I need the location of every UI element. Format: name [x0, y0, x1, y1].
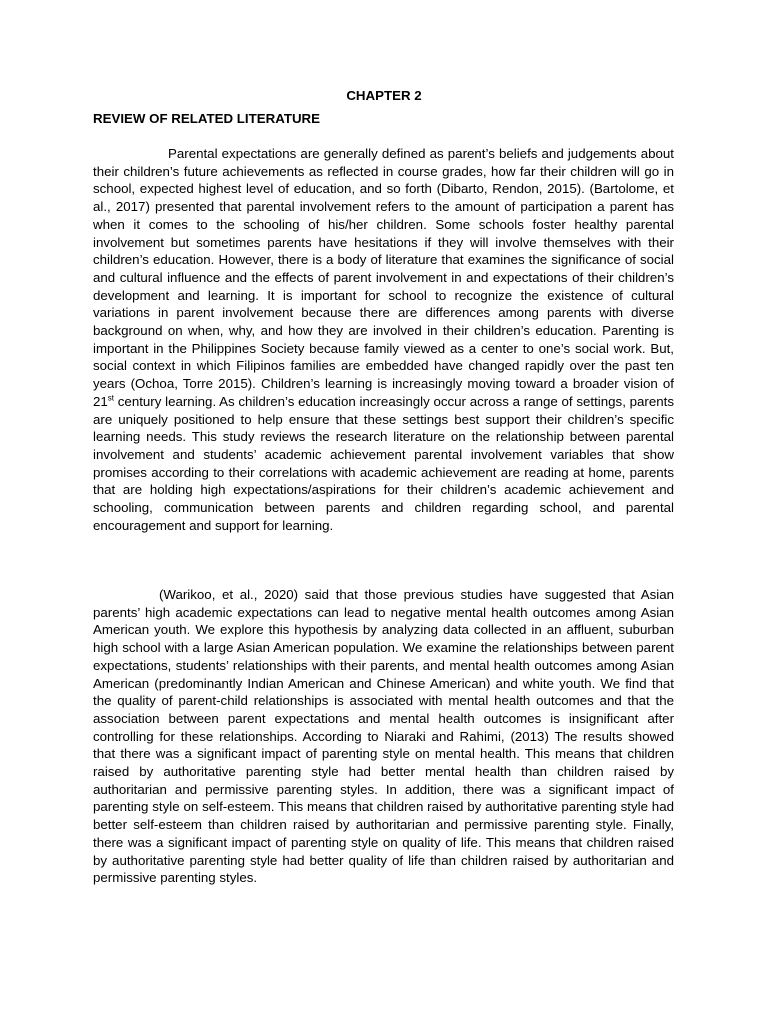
ordinal-superscript: st	[107, 393, 115, 403]
paragraph-1-text-before-superscript: Parental expectations are generally defined as parent’s beliefs and judgements about their children’s future achievements as reflected in course grades, how far their children will go in school, expected highest level of education, and so forth (Dibarto, Rendon, 2015). (Bartolome, et al., 2017) presented that parental involvement refers to the amount of participation a parent has when it comes to the schooling of his/her children. Some schools foster healthy parental involvement but sometimes parents have hesitations if they will involve themselves with their children’s education. However, there is a body of literature that examines the significance of social and cultural influence and the effects of parent involvement in and expectations of their children’s development and learning. It is important for school to recognize the existence of cultural variations in parent involvement because there are differences among parents with diverse background on when, why, and how they are involved in their children’s education. Parenting is important in the Philippines Society because family viewed as a center to one’s social work. But, social context in which Filipinos families are embedded have changed rapidly over the past ten years (Ochoa, Torre 2015). Children’s learning is increasingly moving toward a broader vision of 21	[93, 146, 674, 409]
section-title: REVIEW OF RELATED LITERATURE	[93, 111, 321, 126]
paragraph-1	[93, 145, 674, 534]
paragraph-2-text: (Warikoo, et al., 2020) said that those previous studies have suggested that Asian parents’ high academic expectations can lead to negative mental health outcomes among Asian American youth. We explore this hypothesis by analyzing data collected in an affluent, suburban high school with a large Asian American population. We examine the relationships between parent expectations, students’ relationships with their parents, and mental health outcomes among Asian American (predominantly Indian American and Chinese American) and white youth. We find that the quality of parent-child relationships is associated with mental health outcomes and that the association between parent expectations and mental health outcomes is insignificant after controlling for these relationships. According to Niaraki and Rahimi, (2013) The results showed that there was a significant impact of parenting style on mental health. This means that children raised by authoritative parenting style had better mental health than children raised by authoritarian and permissive parenting styles. In addition, there was a significant impact of parenting style on self-esteem. This means that children raised by authoritative parenting style had better self-esteem than children raised by authoritarian and permissive parenting style. Finally, there was a significant impact of parenting style on quality of life. This means that children raised by authoritative parenting style had better quality of life than children raised by authoritarian and permissive parenting styles.	[93, 587, 674, 886]
paragraph-1-text-after-superscript: century learning. As children’s education increasingly occur across a range of settings, parents are uniquely positioned to help ensure that these settings best support their children’s specific learning needs. This study reviews the research literature on the relationship between parental involvement and students’ academic achievement parental involvement variables that show promises according to their correlations with academic achievement are reading at home, parents that are holding high expectations/aspirations for their children’s academic achievement and schooling, communication between parents and children regarding school, and parental encouragement and support for learning.	[93, 393, 674, 533]
paragraph-2	[93, 586, 674, 887]
chapter-heading: CHAPTER 2	[346, 88, 422, 103]
